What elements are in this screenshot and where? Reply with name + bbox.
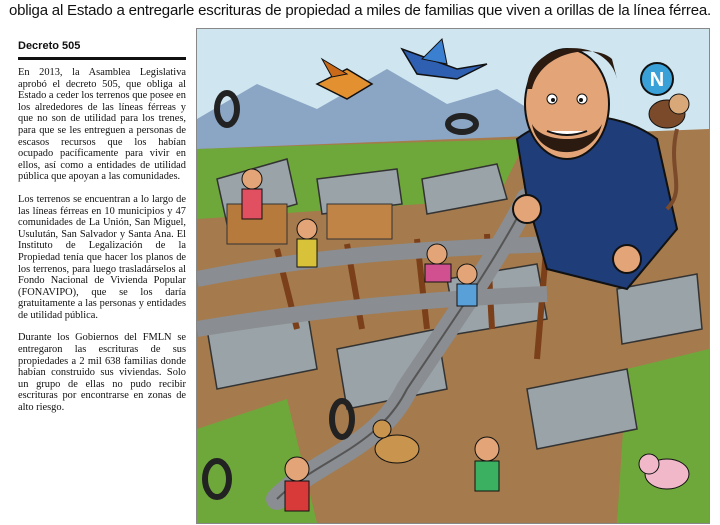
- headline: obliga al Estado a entregarle escrituras de propiedad a miles de familias que viven a orillas de la línea férrea.: [9, 2, 711, 19]
- n-badge-letter: N: [649, 69, 665, 91]
- sidebar-paragraph-2: Los terrenos se encuentran a lo largo de las líneas férreas en 10 municipios y 47 comunidades de La Unión, San Miguel, Usulután, San Salvador y Santa Ana. El Instituto de Legalización de la Propiedad tenía que hacer los planos de los terrenos, para luego trasladárselos al Fondo Nacional de Vivienda Popular (FONAVIPO), que se los daría gratuitamente a las personas y entidades de utilidad pública.: [18, 193, 186, 321]
- sidebar-paragraph-3: Durante los Gobiernos del FMLN se entregaron las escrituras de sus propiedades a 2 mil 638 familias donde habían construido sus viviendas. Solo un grupo de ellas no pudo recibir escrituras por encontrarse en zonas de alto riesgo.: [18, 332, 186, 414]
- sidebar-title: Decreto 505: [18, 40, 186, 60]
- cartoon-grass-right: [617, 349, 709, 523]
- editorial-cartoon: [196, 28, 710, 524]
- n-badge: [641, 63, 673, 95]
- sidebar-paragraph-1: En 2013, la Asamblea Legislativa aprobó el decreto 505, que obliga al Estado a ceder los terrenos que posee en los alrededores de las líneas férreas y que no son de utilidad para los trenes, para que se les entreguen a personas de escasos recursos que los habían ocupado pacíficamente para vivir en ellos, así como a entidades de utilidad pública que apoyan a las comunidades.: [18, 67, 186, 183]
- cartoon-illustration: [197, 29, 709, 523]
- sidebar-box: [18, 40, 186, 520]
